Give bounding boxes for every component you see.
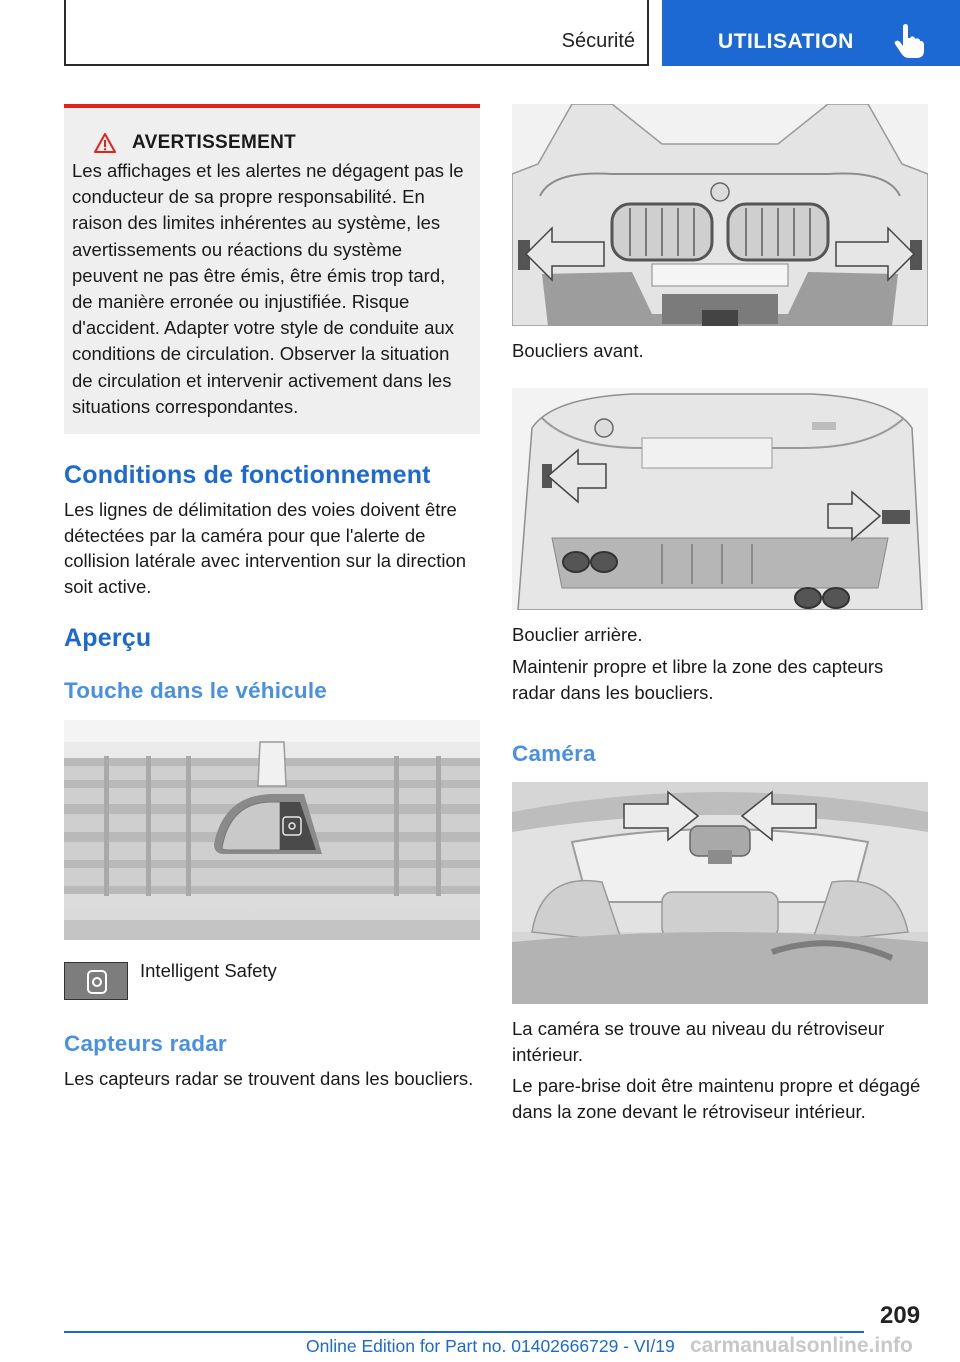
vehicle-button-illustration <box>64 720 480 940</box>
camera-text-1: La caméra se trouve au niveau du rétroviseur intérieur. <box>512 1018 885 1065</box>
header-chapter-label: UTILISATION <box>718 30 854 53</box>
header-section-title: Sécurité <box>561 30 635 52</box>
front-bumper-figure <box>512 104 928 326</box>
radar-heading: Capteurs radar <box>64 1031 227 1056</box>
warning-box <box>64 104 480 434</box>
camera-heading: Caméra <box>512 741 596 766</box>
warning-title: AVERTISSEMENT <box>132 132 297 153</box>
header-chapter-tab[interactable] <box>662 0 960 66</box>
camera-text-2: Le pare-brise doit être maintenu propre et dégagé dans la zone devant le rétroviseur intérieur. <box>512 1075 921 1122</box>
radar-text: Les capteurs radar se trouvent dans les boucliers. <box>64 1068 474 1089</box>
front-bumper-caption: Boucliers avant. <box>512 340 644 361</box>
header-section-box <box>64 0 649 66</box>
vehicle-button-figure <box>64 720 480 940</box>
rear-bumper-caption: Bouclier arrière. <box>512 624 643 645</box>
button-heading: Touche dans le véhicule <box>64 678 328 703</box>
conditions-heading: Conditions de fonctionnement <box>64 461 431 489</box>
rear-bumper-figure <box>512 388 928 610</box>
camera-figure <box>512 782 928 1004</box>
front-bumper-illustration <box>512 104 928 326</box>
conditions-text: Les lignes de délimitation des voies doivent être détectées par la caméra pour que l'alerte de collision latérale avec intervention sur la direction soit active. <box>64 499 467 597</box>
camera-illustration <box>512 782 928 1004</box>
pointing-hand-icon <box>894 24 924 58</box>
warning-header <box>94 132 470 154</box>
warning-text: Les affichages et les alertes ne dégagent pas le conducteur de sa propre responsabilité. En raison des limites inhérentes au système, les avertissements ou réactions du système peuvent ne pas être émis, être émis trop tard, de manière erronée ou injustifiée. Risque d'accident. Adapter votre style de conduite aux conditions de circulation. Observer la situation de circulation et intervenir activement dans les situations correspondantes. <box>72 160 464 417</box>
rear-bumper-illustration <box>512 388 928 610</box>
button-caption: Intelligent Safety <box>140 960 277 981</box>
rear-bumper-text: Maintenir propre et libre la zone des capteurs radar dans les boucliers. <box>512 656 884 703</box>
overview-heading: Aperçu <box>64 624 152 652</box>
footer-divider <box>64 1331 864 1333</box>
warning-triangle-icon <box>94 133 116 153</box>
footer-edition: Online Edition for Part no. 01402666729 - VI/19 <box>306 1336 675 1356</box>
watermark: carmanualsonline.info <box>690 1334 913 1357</box>
intelligent-safety-button-icon <box>64 962 128 1000</box>
page-number: 209 <box>880 1302 921 1329</box>
